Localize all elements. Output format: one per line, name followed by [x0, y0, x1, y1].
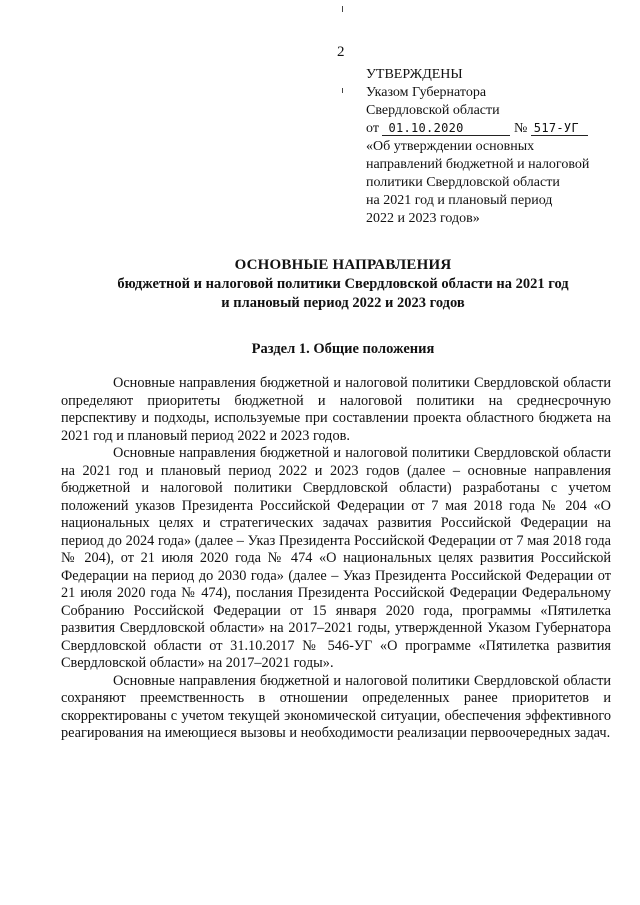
approval-subject-line: политики Свердловской области: [366, 175, 560, 190]
document-title-line3: и плановый период 2022 и 2023 годов: [221, 295, 465, 311]
approval-subject-line: 2022 и 2023 годов»: [366, 211, 480, 226]
paragraph: Основные направления бюджетной и налоговой политики Свердловской области на 2021 год и плановый период 2022 и 2023 годов (далее – основные направления бюджетной и налоговой политики Свердловской области) разработаны с учетом положений указов Президента Российской Федерации от 7 мая 2018 года № 204 «О национальных целях и стратегических задачах развития Российской Федерации на период до 2024 года» (далее – Указ Президента Российской Федерации от 7 мая 2018 года № 204), от 21 июля 2020 года № 474 «О национальных целях развития Российской Федерации на период до 2030 года» (далее – Указ Президента Российской Федерации от 21 июля 2020 года № 474), послания Президента Российской Федерации Федеральному Собранию Российской Федерации от 15 января 2020 года, программы «Пятилетка развития Свердловской области» на 2017–2021 годы, утвержденной Указом Губернатора Свердловской области от 31.10.2017 № 546-УГ «О программе «Пятилетка развития Свердловской области» на 2017–2021 годы».: [61, 445, 611, 671]
approval-subject-line: «Об утверждении основных: [366, 139, 535, 154]
approval-date-line: [366, 120, 636, 138]
page-number: 2: [337, 44, 345, 60]
scan-mark-mid: [342, 88, 343, 93]
approval-region: Свердловской области: [366, 103, 500, 118]
document-title-line2: бюджетной и налоговой политики Свердловской области на 2021 год: [117, 276, 569, 292]
approval-block: [366, 66, 636, 228]
scan-mark-top: [342, 6, 343, 12]
approval-subject-line: на 2021 год и плановый период: [366, 193, 553, 208]
number-prefix: №: [513, 121, 528, 136]
paragraph: Основные направления бюджетной и налоговой политики Свердловской области сохраняют преемственность в отношении определенных ранее приоритетов и скорректированы с учетом текущей экономической ситуации, обеспечения эффективного реагирования на имеющиеся вызовы и необходимости реализации первоочередных задач.: [61, 672, 611, 741]
decree-number: 517-УГ: [531, 121, 588, 136]
document-title: [60, 256, 626, 313]
paragraph: Основные направления бюджетной и налоговой политики Свердловской области определяют приоритеты бюджетной и налоговой политики на среднесрочную перспективу и подходы, используемые при составлении проекта областного бюджета на 2021 год и плановый период 2022 и 2023 годов.: [61, 375, 611, 444]
approval-issuer: Указом Губернатора: [366, 85, 487, 100]
document-title-main: ОСНОВНЫЕ НАПРАВЛЕНИЯ: [234, 257, 452, 273]
section-heading: Раздел 1. Общие положения: [251, 341, 435, 357]
date-prefix: от: [366, 121, 379, 136]
section-body: [61, 375, 611, 743]
decree-date: 01.10.2020: [382, 121, 510, 136]
approval-heading: УТВЕРЖДЕНЫ: [366, 67, 463, 82]
approval-subject-line: направлений бюджетной и налоговой: [366, 157, 590, 172]
